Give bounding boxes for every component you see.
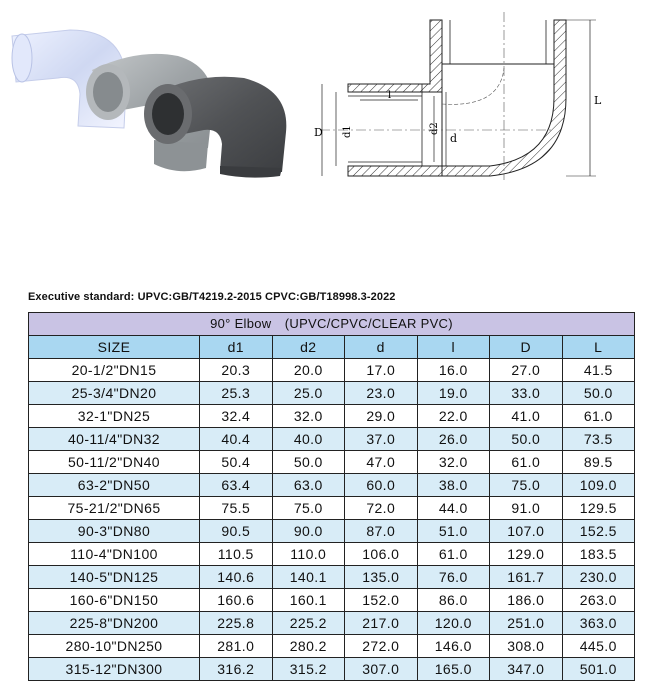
value-cell: 76.0: [417, 566, 490, 589]
table-row: [29, 405, 635, 428]
table-body: [29, 359, 635, 681]
value-cell: 61.0: [417, 543, 490, 566]
value-cell: 315.2: [272, 658, 345, 681]
value-cell: 363.0: [562, 612, 635, 635]
size-cell: 280-10"DN250: [29, 635, 200, 658]
table-row: [29, 497, 635, 520]
value-cell: 146.0: [417, 635, 490, 658]
value-cell: 280.2: [272, 635, 345, 658]
value-cell: 110.0: [272, 543, 345, 566]
value-cell: 272.0: [345, 635, 418, 658]
table-header-row: [29, 336, 635, 359]
value-cell: 90.5: [200, 520, 273, 543]
value-cell: 33.0: [490, 382, 563, 405]
value-cell: 308.0: [490, 635, 563, 658]
value-cell: 47.0: [345, 451, 418, 474]
value-cell: 183.5: [562, 543, 635, 566]
value-cell: 110.5: [200, 543, 273, 566]
value-cell: 106.0: [345, 543, 418, 566]
size-cell: 25-3/4"DN20: [29, 382, 200, 405]
value-cell: 25.3: [200, 382, 273, 405]
table-row: [29, 382, 635, 405]
value-cell: 72.0: [345, 497, 418, 520]
size-cell: 315-12"DN300: [29, 658, 200, 681]
value-cell: 41.0: [490, 405, 563, 428]
value-cell: 61.0: [562, 405, 635, 428]
size-cell: 110-4"DN100: [29, 543, 200, 566]
value-cell: 17.0: [345, 359, 418, 382]
table-row: [29, 451, 635, 474]
table-row: [29, 658, 635, 681]
product-photo: [8, 8, 300, 178]
value-cell: 347.0: [490, 658, 563, 681]
table-row: [29, 635, 635, 658]
value-cell: 120.0: [417, 612, 490, 635]
value-cell: 160.6: [200, 589, 273, 612]
value-cell: 109.0: [562, 474, 635, 497]
value-cell: 152.5: [562, 520, 635, 543]
size-cell: 63-2"DN50: [29, 474, 200, 497]
value-cell: 75.0: [490, 474, 563, 497]
value-cell: 501.0: [562, 658, 635, 681]
executive-standard: Executive standard: UPVC:GB/T4219.2-2015 CPVC:GB/T18998.3-2022: [28, 291, 396, 303]
size-cell: 40-11/4"DN32: [29, 428, 200, 451]
column-header: d: [345, 336, 418, 359]
value-cell: 16.0: [417, 359, 490, 382]
elbow-section-drawing: [300, 8, 650, 184]
value-cell: 40.0: [272, 428, 345, 451]
value-cell: 60.0: [345, 474, 418, 497]
value-cell: 152.0: [345, 589, 418, 612]
size-cell: 20-1/2"DN15: [29, 359, 200, 382]
column-header: d1: [200, 336, 273, 359]
value-cell: 29.0: [345, 405, 418, 428]
size-cell: 50-11/2"DN40: [29, 451, 200, 474]
size-cell: 225-8"DN200: [29, 612, 200, 635]
table-row: [29, 566, 635, 589]
value-cell: 40.4: [200, 428, 273, 451]
value-cell: 90.0: [272, 520, 345, 543]
table-row: [29, 612, 635, 635]
value-cell: 73.5: [562, 428, 635, 451]
value-cell: 307.0: [345, 658, 418, 681]
value-cell: 186.0: [490, 589, 563, 612]
value-cell: 20.3: [200, 359, 273, 382]
table-row: [29, 474, 635, 497]
elbow-spec-table: [28, 312, 635, 681]
size-cell: 32-1"DN25: [29, 405, 200, 428]
table-row: [29, 428, 635, 451]
value-cell: 135.0: [345, 566, 418, 589]
value-cell: 316.2: [200, 658, 273, 681]
value-cell: 50.0: [490, 428, 563, 451]
value-cell: 61.0: [490, 451, 563, 474]
value-cell: 281.0: [200, 635, 273, 658]
dim-L-label: L: [594, 94, 602, 107]
table-title: 90° Elbow (UPVC/CPVC/CLEAR PVC): [29, 313, 635, 336]
dim-D-label: D: [314, 126, 323, 139]
value-cell: 165.0: [417, 658, 490, 681]
value-cell: 50.0: [562, 382, 635, 405]
size-cell: 140-5"DN125: [29, 566, 200, 589]
value-cell: 161.7: [490, 566, 563, 589]
value-cell: 129.0: [490, 543, 563, 566]
value-cell: 51.0: [417, 520, 490, 543]
value-cell: 37.0: [345, 428, 418, 451]
column-header: D: [490, 336, 563, 359]
value-cell: 75.5: [200, 497, 273, 520]
value-cell: 63.4: [200, 474, 273, 497]
value-cell: 23.0: [345, 382, 418, 405]
value-cell: 44.0: [417, 497, 490, 520]
value-cell: 38.0: [417, 474, 490, 497]
dim-d1-label: d1: [342, 125, 353, 138]
column-header: d2: [272, 336, 345, 359]
value-cell: 50.0: [272, 451, 345, 474]
dim-l-label: l: [388, 90, 392, 101]
size-cell: 90-3"DN80: [29, 520, 200, 543]
size-cell: 160-6"DN150: [29, 589, 200, 612]
value-cell: 86.0: [417, 589, 490, 612]
value-cell: 251.0: [490, 612, 563, 635]
value-cell: 41.5: [562, 359, 635, 382]
value-cell: 20.0: [272, 359, 345, 382]
table-row: [29, 359, 635, 382]
value-cell: 140.6: [200, 566, 273, 589]
value-cell: 27.0: [490, 359, 563, 382]
value-cell: 217.0: [345, 612, 418, 635]
column-header: SIZE: [29, 336, 200, 359]
value-cell: 32.4: [200, 405, 273, 428]
value-cell: 26.0: [417, 428, 490, 451]
value-cell: 91.0: [490, 497, 563, 520]
dim-d2-label: d2: [429, 122, 440, 135]
value-cell: 225.2: [272, 612, 345, 635]
value-cell: 89.5: [562, 451, 635, 474]
column-header: l: [417, 336, 490, 359]
value-cell: 25.0: [272, 382, 345, 405]
value-cell: 225.8: [200, 612, 273, 635]
table-row: [29, 589, 635, 612]
size-cell: 75-21/2"DN65: [29, 497, 200, 520]
column-header: L: [562, 336, 635, 359]
value-cell: 22.0: [417, 405, 490, 428]
value-cell: 32.0: [272, 405, 345, 428]
value-cell: 75.0: [272, 497, 345, 520]
value-cell: 445.0: [562, 635, 635, 658]
value-cell: 230.0: [562, 566, 635, 589]
table-row: [29, 520, 635, 543]
value-cell: 107.0: [490, 520, 563, 543]
value-cell: 87.0: [345, 520, 418, 543]
value-cell: 160.1: [272, 589, 345, 612]
value-cell: 50.4: [200, 451, 273, 474]
table-row: [29, 543, 635, 566]
value-cell: 263.0: [562, 589, 635, 612]
value-cell: 129.5: [562, 497, 635, 520]
value-cell: 63.0: [272, 474, 345, 497]
value-cell: 19.0: [417, 382, 490, 405]
value-cell: 140.1: [272, 566, 345, 589]
value-cell: 32.0: [417, 451, 490, 474]
dim-d-label: d: [450, 132, 458, 145]
